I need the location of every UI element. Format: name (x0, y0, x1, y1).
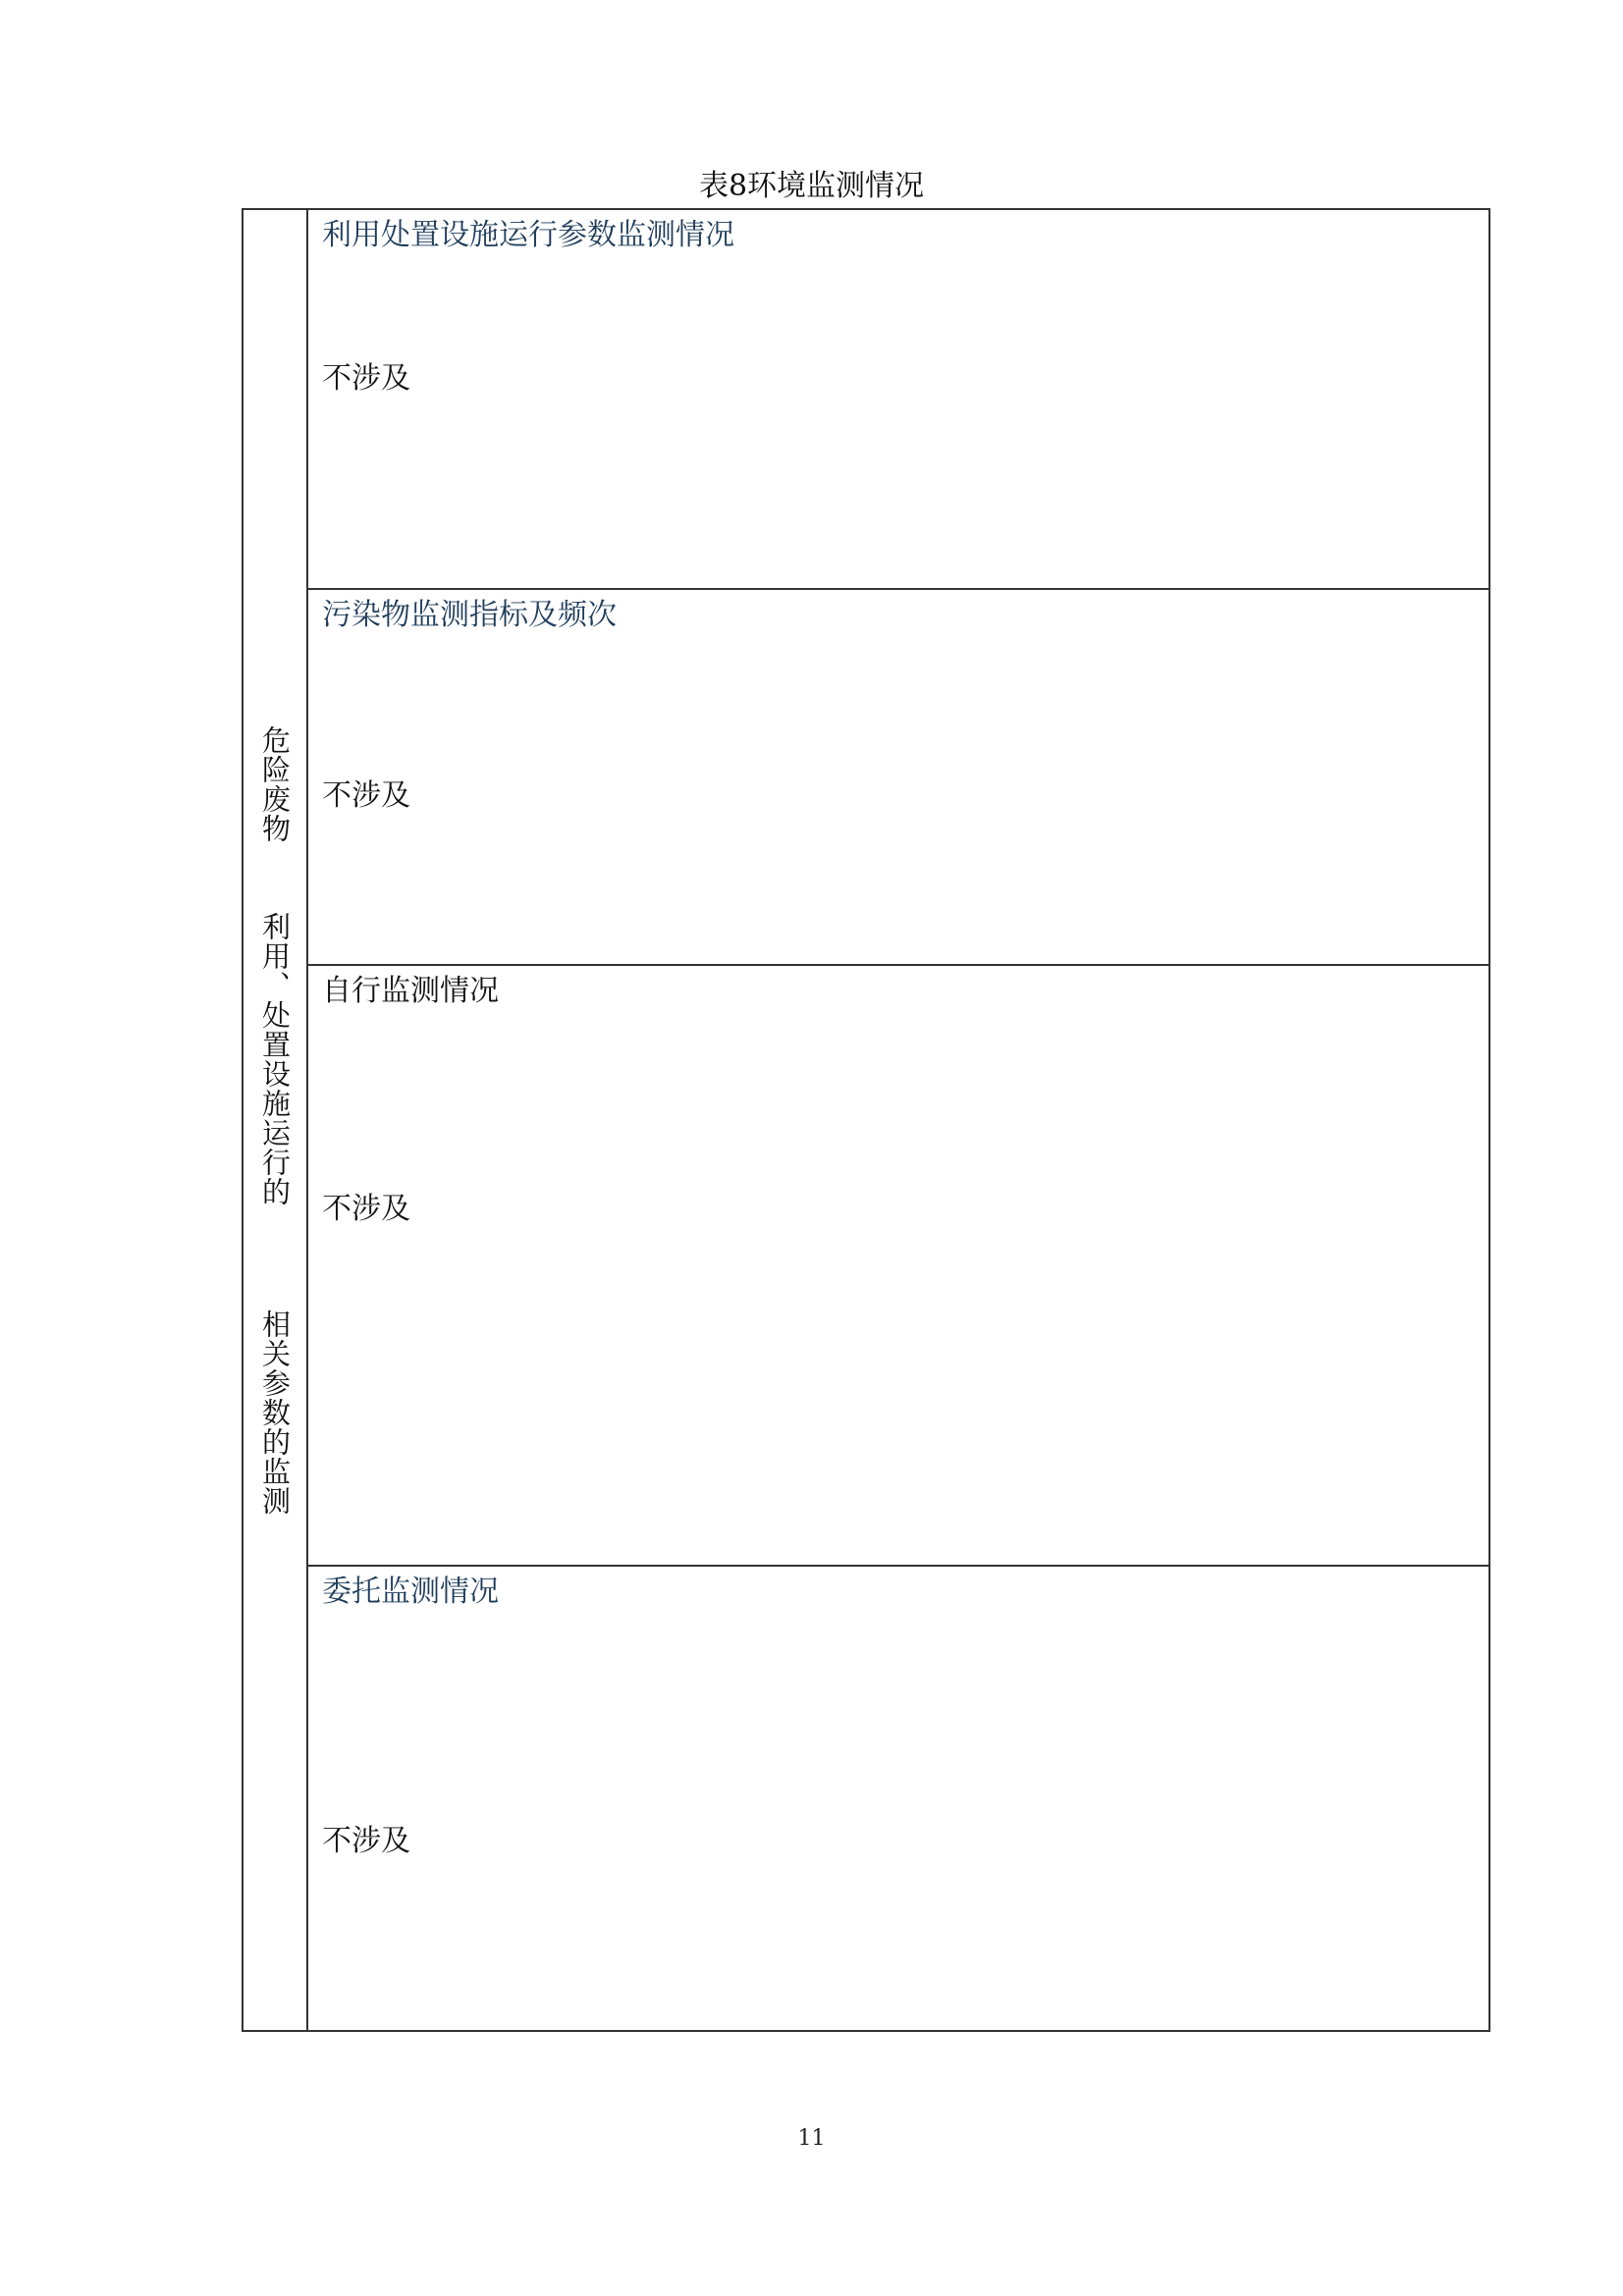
section-value: 不涉及 (322, 361, 410, 396)
section-title: 委托监测情况 (322, 1575, 499, 1609)
section-value: 不涉及 (322, 778, 410, 813)
side-label: 危险废物 利用、处置设施运行的 相关参数的监测 (258, 725, 292, 1516)
section-title: 利用处置设施运行参数监测情况 (322, 218, 734, 252)
section-entrusted-monitoring (308, 1565, 1488, 2030)
section-value: 不涉及 (322, 1192, 410, 1226)
side-column (243, 210, 308, 2030)
section-self-monitoring (308, 964, 1488, 1565)
section-facility-parameters (308, 210, 1488, 588)
page-number: 11 (797, 2126, 826, 2151)
section-title: 自行监测情况 (322, 974, 499, 1008)
page-title: 表8环境监测情况 (698, 169, 925, 203)
section-pollutant-indicators (308, 588, 1488, 964)
section-value: 不涉及 (322, 1824, 410, 1858)
section-title: 污染物监测指标及频次 (322, 598, 617, 632)
monitoring-table (242, 208, 1490, 2032)
